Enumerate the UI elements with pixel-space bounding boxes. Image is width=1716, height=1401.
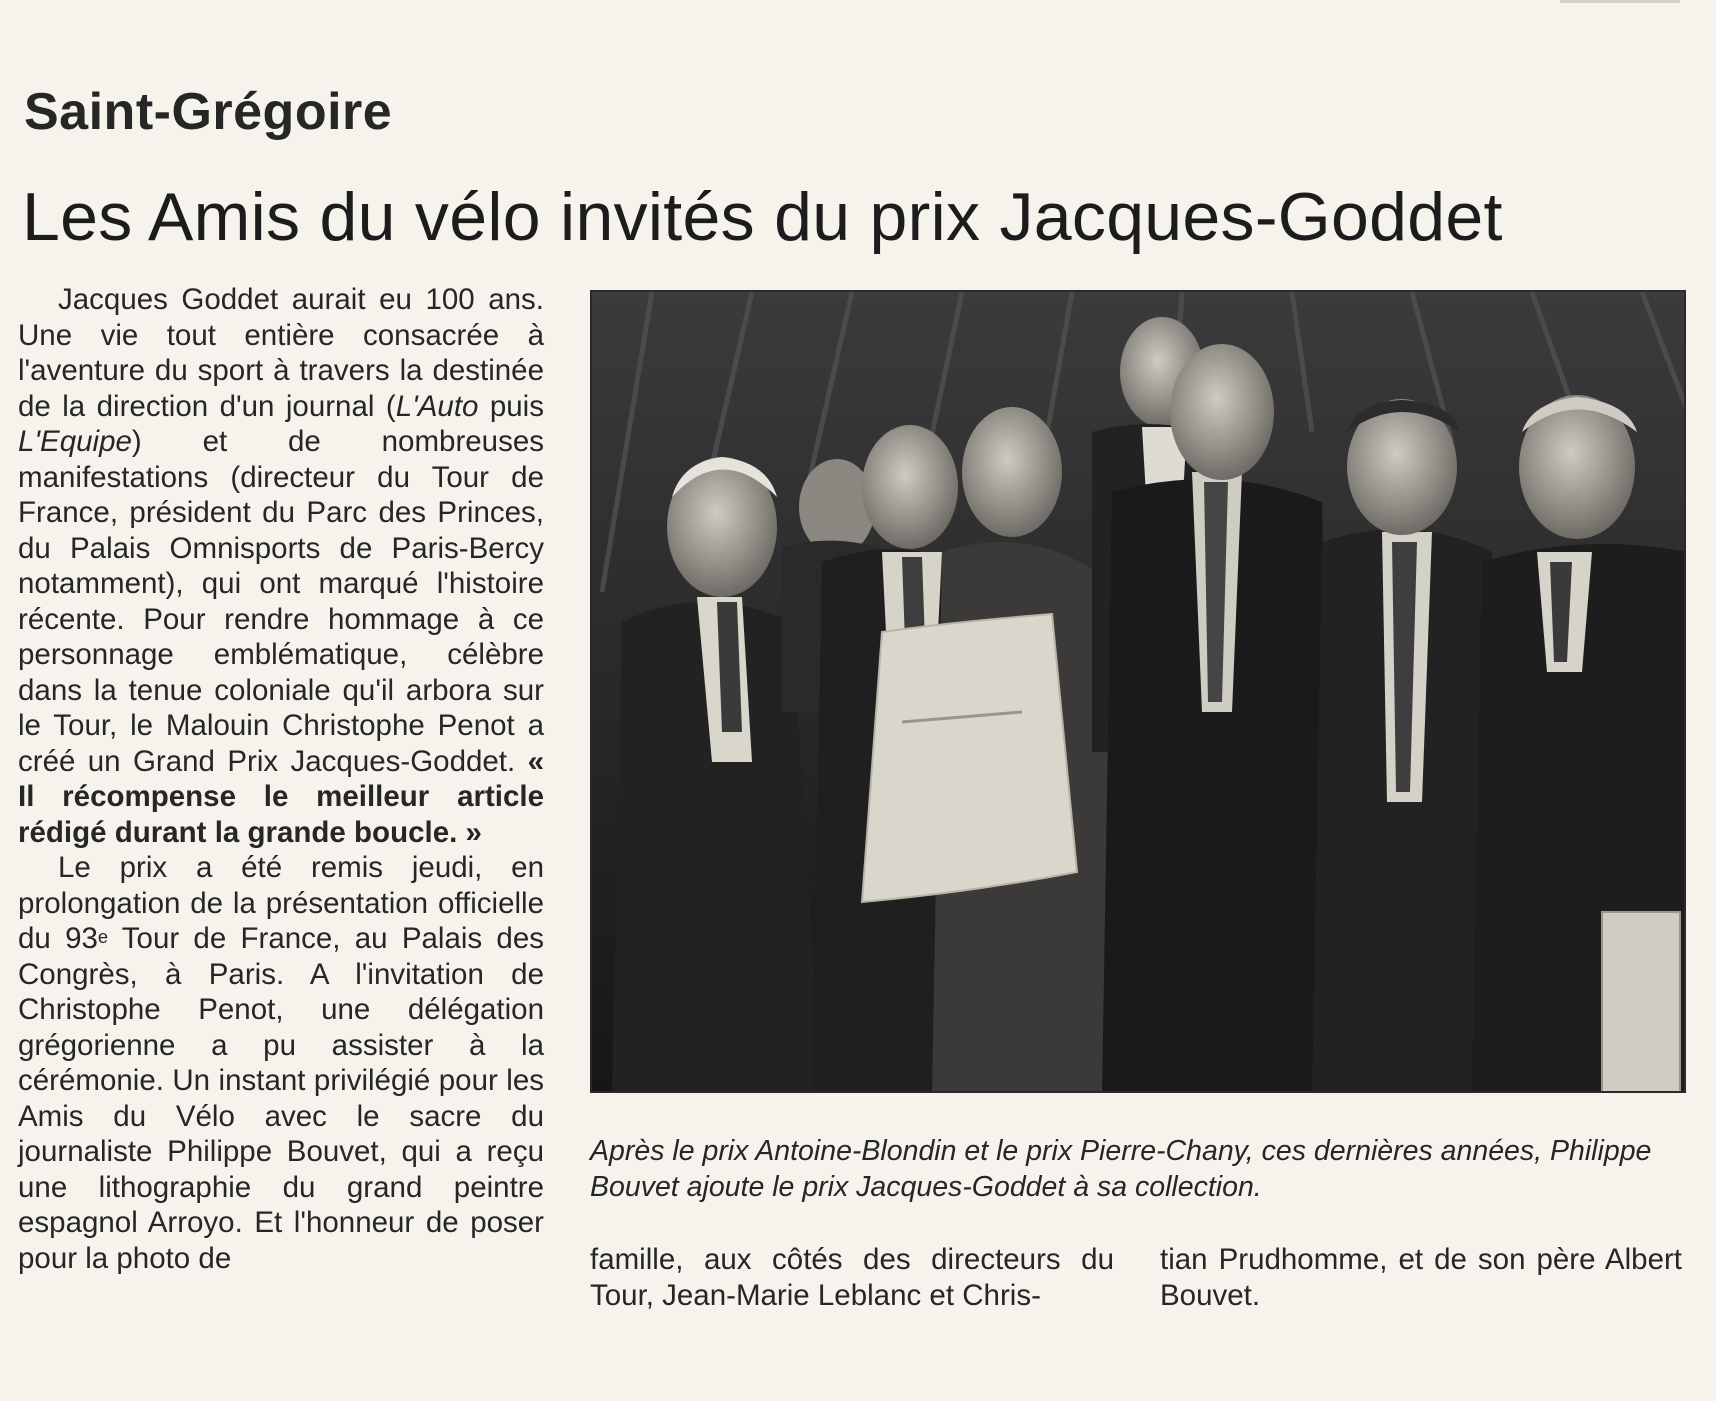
article-column-3 — [1160, 1242, 1682, 1313]
column-3-text: tian Prudhomme, et de son père Albert Bouvet. — [1160, 1243, 1682, 1312]
page-fold-mark — [1560, 0, 1680, 3]
held-document — [1602, 912, 1680, 1092]
article-column-1 — [18, 282, 544, 1276]
column-2-text: famille, aux côtés des directeurs du Tour, Jean-Marie Leblanc et Chris- — [590, 1243, 1114, 1312]
p1-title-equipe: L'Equipe — [18, 425, 132, 458]
photo-caption: Après le prix Antoine-Blondin et le prix Pierre-Chany, ces dernières années, Philippe Bouvet ajoute le prix Jacques-Goddet à sa collection. — [590, 1135, 1652, 1203]
p2-text-a: Le prix a été remis jeudi, en prolongation de la présentation officielle du 93 — [18, 851, 544, 955]
article-paragraph-2 — [18, 850, 544, 1276]
p1-text-b: puis — [478, 389, 544, 423]
p1-text-a: Jacques Goddet aurait eu 100 ans. Une vie tout entière consacrée à l'aventure du sport à travers la destinée de la direction d'un journal ( — [18, 283, 544, 423]
article-paragraph-1 — [18, 282, 544, 850]
p2-superscript: e — [97, 926, 109, 947]
p2-text-b: Tour de France, au Palais des Congrès, à Paris. A l'invitation de Christophe Penot, une délégation grégorienne a pu assister à la cérémonie. Un instant privilégié pour les Amis du Vélo avec le sacre du journaliste Philippe Bouvet, qui a reçu une lithographie du grand peintre espagnol Arroyo. Et l'honneur de poser pour la photo de — [18, 922, 544, 1275]
p1-text-c: ) et de nombreuses manifestations (directeur du Tour de France, président du Parc des Princes, du Palais Omnisports de Paris-Bercy notamment), qui ont marqué l'histoire récente. Pour rendre hommage à ce personnage emblématique, célèbre dans la tenue coloniale qu'il arbora sur le Tour, le Malouin Christophe Penot a créé un Grand Prix Jacques-Goddet. — [18, 425, 544, 778]
photo-illustration — [592, 292, 1686, 1093]
article-headline: Les Amis du vélo invités du prix Jacques-Goddet — [22, 179, 1503, 255]
article-photo — [590, 290, 1686, 1093]
article-column-2 — [590, 1242, 1114, 1313]
article-kicker: Saint-Grégoire — [24, 83, 393, 141]
p1-title-auto: L'Auto — [395, 389, 479, 423]
p1-quote: « Il récompense le meilleur article rédigé durant la grande boucle. » — [18, 744, 544, 849]
lithograph-paper — [862, 614, 1077, 902]
